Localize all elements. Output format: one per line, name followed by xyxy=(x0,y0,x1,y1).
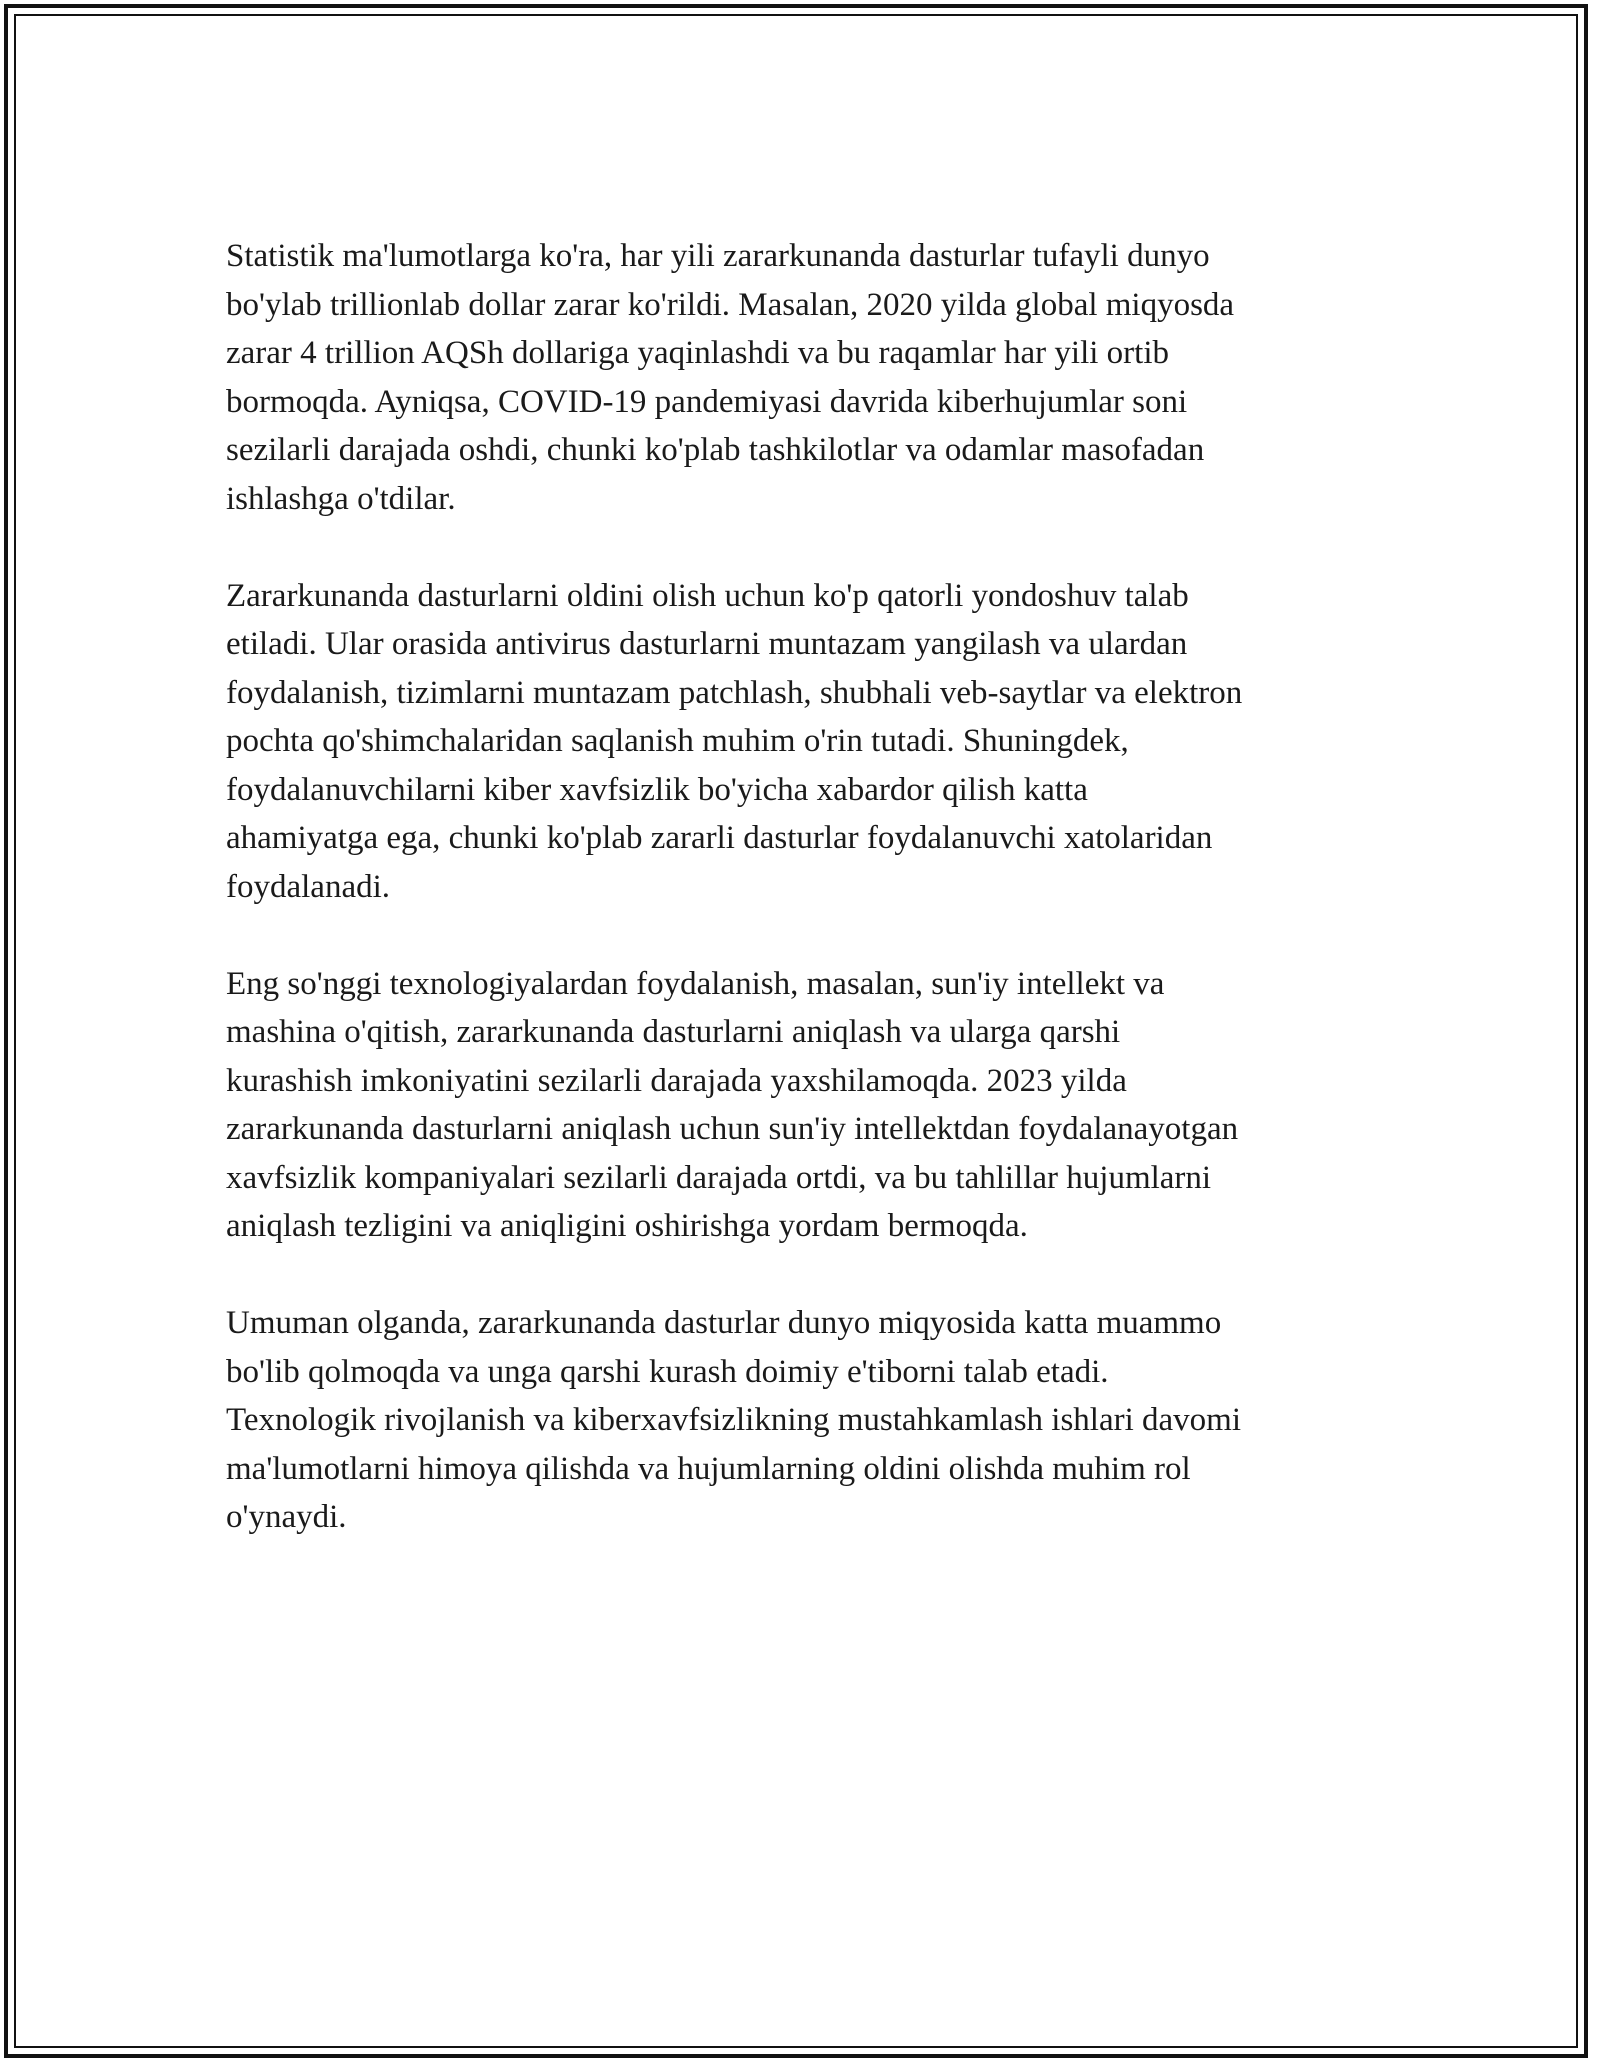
text-line: aniqlash tezligini va aniqligini oshirishga yordam bermoqda. xyxy=(226,1208,1028,1244)
text-line: Zararkunanda dasturlarni oldini olish uchun ko'p qatorli yondoshuv talab xyxy=(226,577,1189,614)
text-line: o'ynaydi. xyxy=(226,1499,347,1535)
text-line: ishlashga o'tdilar. xyxy=(226,480,456,517)
paragraph-technology xyxy=(226,960,1386,1251)
text-line: bormoqda. Ayniqsa, COVID-19 pandemiyasi davrida kiberhujumlar soni xyxy=(226,383,1188,420)
text-line: ma'lumotlarni himoya qilishda va hujumlarning oldini olishda muhim rol xyxy=(226,1450,1191,1487)
text-line: Umuman olganda, zararkunanda dasturlar dunyo miqyosida katta muammo xyxy=(226,1305,1222,1341)
paragraph-statistics xyxy=(226,232,1386,523)
text-line: ahamiyatga ega, chunki ko'plab zararli dasturlar foydalanuvchi xatolaridan xyxy=(226,820,1213,856)
text-line: kurashish imkoniyatini sezilarli darajada yaxshilamoqda. 2023 yilda xyxy=(226,1062,1127,1099)
text-line: etiladi. Ular orasida antivirus dasturlarni muntazam yangilash va ulardan xyxy=(226,626,1188,662)
text-line: Texnologik rivojlanish va kiberxavfsizlikning mustahkamlash ishlari davomi xyxy=(226,1402,1242,1438)
text-line: mashina o'qitish, zararkunanda dasturlarni aniqlash va ularga qarshi xyxy=(226,1014,1121,1050)
paragraph-prevention xyxy=(226,572,1386,912)
text-line: foydalanuvchilarni kiber xavfsizlik bo'yicha xabardor qilish katta xyxy=(226,771,1088,808)
text-line: pochta qo'shimchalaridan saqlanish muhim o'rin tutadi. Shuningdek, xyxy=(226,723,1129,759)
text-line: bo'ylab trillionlab dollar zarar ko'rildi. Masalan, 2020 yilda global miqyosda xyxy=(226,286,1235,323)
text-line: zararkunanda dasturlarni aniqlash uchun sun'iy intellektdan foydalanayotgan xyxy=(226,1111,1239,1147)
text-line: zarar 4 trillion AQSh dollariga yaqinlashdi va bu raqamlar har yili ortib xyxy=(226,335,1169,371)
text-line: xavfsizlik kompaniyalari sezilarli darajada ortdi, va bu tahlillar hujumlarni xyxy=(226,1159,1212,1196)
document-body xyxy=(226,232,1386,1590)
paragraph-conclusion xyxy=(226,1299,1386,1542)
text-line: foydalanish, tizimlarni muntazam patchlash, shubhali veb-saytlar va elektron xyxy=(226,674,1243,711)
text-line: foydalanadi. xyxy=(226,868,391,905)
text-line: Eng so'nggi texnologiyalardan foydalanish, masalan, sun'iy intellekt va xyxy=(226,965,1165,1002)
text-line: bo'lib qolmoqda va unga qarshi kurash doimiy e'tiborni talab etadi. xyxy=(226,1353,1109,1390)
text-line: sezilarli darajada oshdi, chunki ko'plab tashkilotlar va odamlar masofadan xyxy=(226,432,1205,468)
text-line: Statistik ma'lumotlarga ko'ra, har yili zararkunanda dasturlar tufayli dunyo xyxy=(226,238,1210,274)
